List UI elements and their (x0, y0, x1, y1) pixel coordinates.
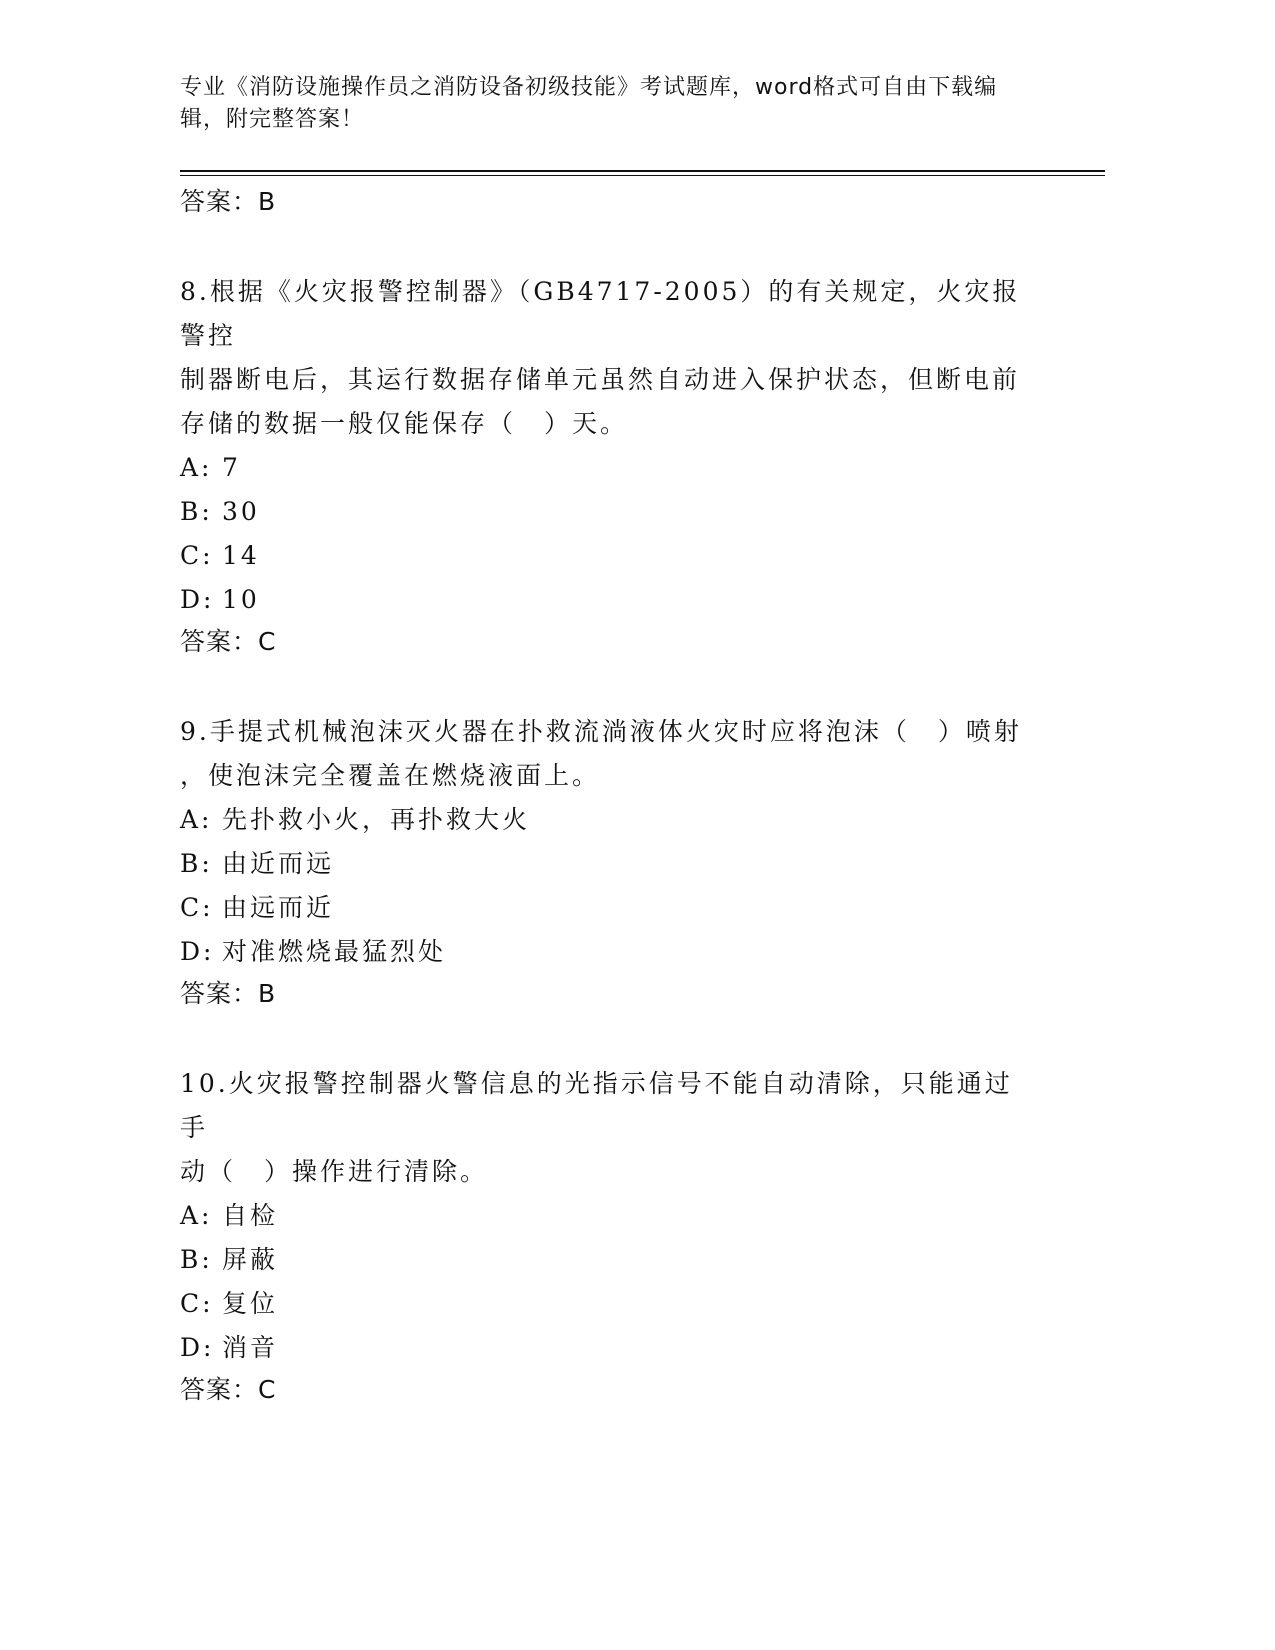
spacer (180, 1014, 1030, 1062)
option-c (180, 534, 1030, 578)
header-line-1: 专业《消防设施操作员之消防设备初级技能》考试题库，word格式可自由下载编 (180, 75, 998, 100)
option-text: 自检 (222, 1201, 279, 1230)
option-key: C: (180, 1289, 214, 1318)
option-d (180, 930, 1030, 974)
option-key: A: (180, 1201, 213, 1230)
question-stem (180, 270, 1030, 446)
option-d (180, 578, 1030, 622)
header-divider-thin (180, 175, 1105, 176)
option-text: 复位 (222, 1289, 279, 1318)
option-key: A: (180, 805, 213, 834)
previous-question-answer: 答案：B (180, 187, 277, 216)
stem-line: ，使泡沫完全覆盖在燃烧液面上。 (180, 761, 601, 790)
question-9 (180, 710, 1030, 1014)
question-10 (180, 1062, 1030, 1410)
header-line-2: 辑，附完整答案！ (180, 107, 365, 132)
header-divider-thick (180, 170, 1105, 172)
option-text: 30 (222, 497, 260, 526)
option-text: 由近而远 (222, 849, 335, 878)
question-stem (180, 710, 1030, 798)
option-c (180, 886, 1030, 930)
option-key: C: (180, 541, 214, 570)
option-key: B: (180, 849, 213, 878)
question-stem (180, 1062, 1030, 1194)
stem-line: 9.手提式机械泡沫灭火器在扑救流淌液体火灾时应将泡沫（ ）喷射 (180, 717, 1022, 746)
option-a (180, 446, 1030, 490)
stem-line: 动（ ）操作进行清除。 (180, 1157, 489, 1186)
option-key: D: (180, 1333, 215, 1362)
spacer (180, 222, 1030, 270)
option-text: 先扑救小火，再扑救大火 (222, 805, 531, 834)
option-text: 对准燃烧最猛烈处 (222, 937, 447, 966)
option-c (180, 1282, 1030, 1326)
option-key: B: (180, 1245, 213, 1274)
option-key: B: (180, 497, 213, 526)
stem-line: 存储的数据一般仅能保存（ ）天。 (180, 409, 629, 438)
option-text: 由远而近 (222, 893, 335, 922)
page-header (180, 72, 1040, 136)
option-text: 10 (222, 585, 260, 614)
question-8 (180, 270, 1030, 662)
option-d (180, 1326, 1030, 1370)
option-text: 消音 (222, 1333, 279, 1362)
answer-line: 答案：C (180, 1375, 277, 1404)
option-key: D: (180, 937, 215, 966)
question-list (180, 182, 1030, 1410)
option-text: 7 (222, 453, 241, 482)
answer-line: 答案：C (180, 627, 277, 656)
option-b (180, 490, 1030, 534)
stem-line: 10.火灾报警控制器火警信息的光指示信号不能自动清除，只能通过手 (180, 1069, 1013, 1142)
option-a (180, 798, 1030, 842)
option-b (180, 842, 1030, 886)
option-b (180, 1238, 1030, 1282)
stem-line: 8.根据《火灾报警控制器》（GB4717-2005）的有关规定，火灾报警控 (180, 277, 1021, 350)
option-text: 屏蔽 (222, 1245, 279, 1274)
option-text: 14 (222, 541, 260, 570)
option-a (180, 1194, 1030, 1238)
spacer (180, 662, 1030, 710)
option-key: D: (180, 585, 215, 614)
option-key: A: (180, 453, 213, 482)
option-key: C: (180, 893, 214, 922)
stem-line: 制器断电后，其运行数据存储单元虽然自动进入保护状态，但断电前 (180, 365, 1021, 394)
answer-line: 答案：B (180, 979, 277, 1008)
